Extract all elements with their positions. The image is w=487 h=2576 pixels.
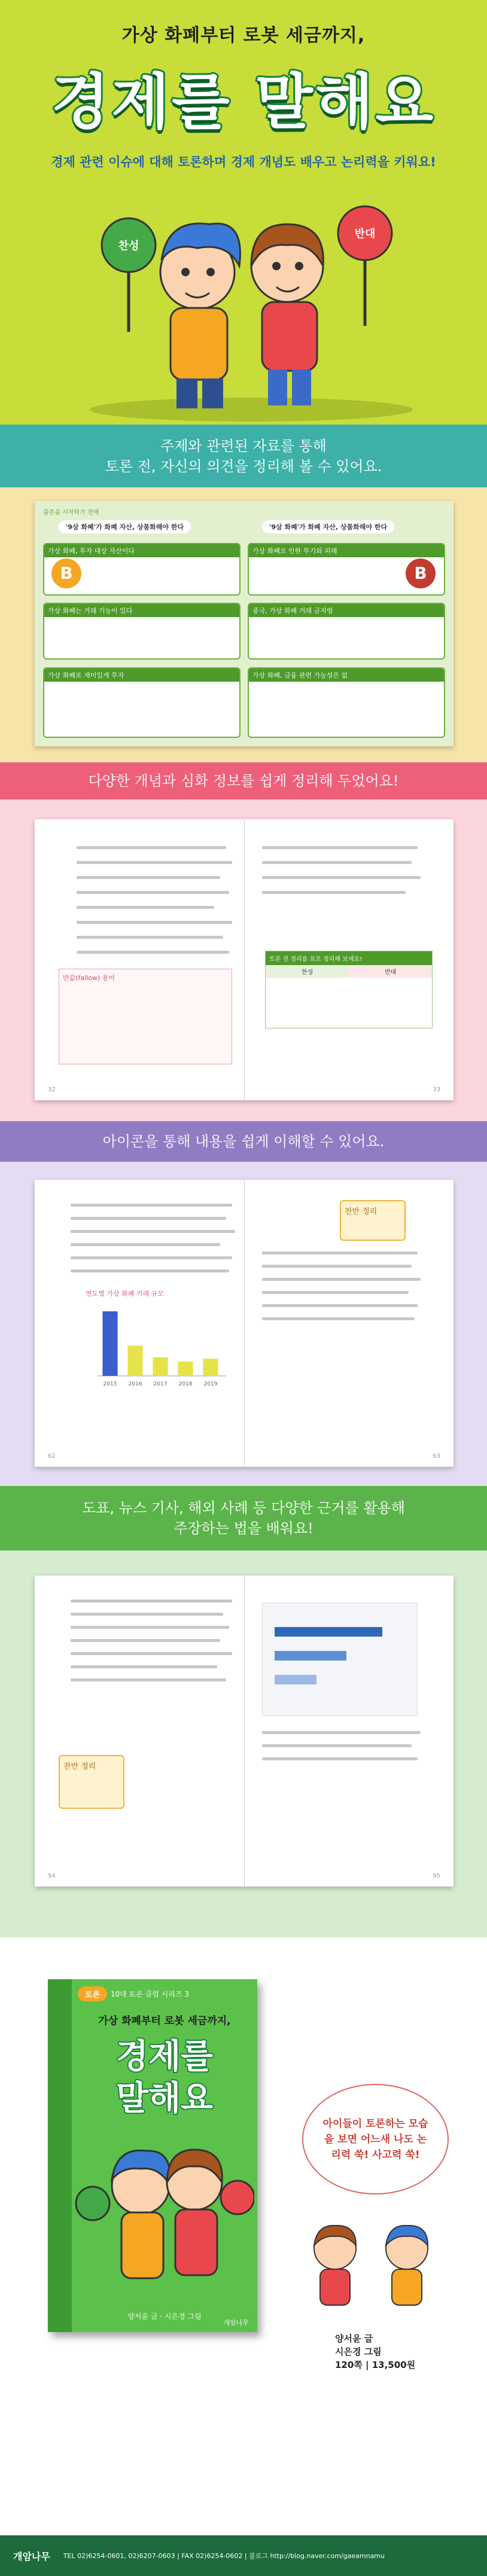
band-icons: 아이콘을 통해 내용을 쉽게 이해할 수 있어요. (0, 1121, 487, 1162)
spread-concepts (35, 819, 453, 1100)
cover-badge: 토론 (78, 1986, 107, 2001)
speech-bubble (302, 2084, 449, 2195)
sign-agree-label: 찬성 (118, 240, 139, 252)
bitcoin-icon-red: B (406, 558, 436, 588)
hero-subtitle: 가상 화폐부터 로봇 세금까지, (121, 25, 366, 46)
footer-contact[interactable]: TEL 02)6254-0601, 02)6207-0603 | FAX 02)6254-0602 | 블로그 http://blog.naver.com/gaeamnamu (63, 2552, 385, 2560)
band-concepts: 다양한 개념과 심화 정보를 쉽게 정리해 두었어요! (0, 762, 487, 799)
book-cover (48, 1979, 257, 2332)
card-1 (43, 543, 241, 596)
feature-icons (0, 1121, 487, 1486)
cover-title-line2: 말해요 (115, 2079, 214, 2118)
callout-summary (59, 1755, 124, 1809)
cover-title-line1: 경제를 (115, 2037, 214, 2076)
question-left: '9삼 화폐'가 화폐 자산, 상품화해야 한다 (59, 520, 191, 533)
spread-materials (35, 501, 453, 746)
info-box (59, 969, 232, 1064)
spread-evidence (35, 1576, 453, 1887)
illustrator: 시은경 그림 (335, 2346, 382, 2357)
table-header-agree: 찬성 (266, 965, 349, 978)
x-tick-label: 2017 (153, 1381, 168, 1387)
card-2 (43, 603, 241, 660)
footer (0, 2535, 487, 2576)
cover-series: 10대 토론 클럽 시리즈 3 (111, 1990, 189, 1998)
table-header-oppose: 반대 (349, 965, 432, 978)
feature-evidence (0, 1486, 487, 1937)
hero-title: 경제를 말해요 (51, 67, 436, 137)
x-tick-label: 2019 (203, 1381, 218, 1387)
book-cover-section (0, 1937, 487, 2535)
hero-kids-illustration (0, 182, 487, 422)
hero-section (0, 0, 487, 425)
book-info (335, 2332, 415, 2371)
page-number-left: 62 (48, 1453, 56, 1460)
cover-publisher: 개암나무 (223, 2319, 249, 2327)
x-tick-label: 2016 (128, 1381, 142, 1387)
band-line-2: 토론 전, 자신의 의견을 정리해 볼 수 있어요. (105, 457, 382, 475)
card-5 (248, 603, 445, 660)
feature-debate-materials (0, 425, 487, 762)
summary-table-title: 토론 전 정리를 표로 정리해 보세요! (266, 951, 432, 965)
callout-summary (340, 1200, 406, 1241)
callout-label: 찬반 정리 (345, 1207, 378, 1216)
band-line-1: 도표, 뉴스 기사, 해외 사례 등 다양한 근거를 활용해 (82, 1500, 405, 1516)
card-title-5: 중국, 가상 화폐 거래 금지령 (249, 604, 444, 617)
card-3 (43, 667, 241, 738)
bar-chart (86, 1299, 229, 1389)
feature-concepts (0, 762, 487, 1121)
question-right: '9삼 화폐'가 화폐 자산, 상품화해야 한다 (262, 520, 394, 533)
footer-brand: 개암나무 (13, 2550, 50, 2562)
bar (102, 1311, 117, 1376)
hero-tagline: 경제 관련 이슈에 대해 토론하며 경제 개념도 배우고 논리력을 키워요! (51, 155, 436, 169)
bar (153, 1357, 168, 1376)
tab-label: 출론을 시작하기 전에 (43, 509, 99, 516)
card-title-1: 가상 화폐, 투자 대상 자산이다 (44, 544, 239, 557)
band-line-2: 주장하는 법을 배워요! (174, 1520, 313, 1537)
band-line-1: 주제와 관련된 자료를 통해 (160, 437, 327, 454)
page-number-right: 63 (433, 1453, 440, 1460)
cover-subtitle: 가상 화폐부터 로봇 세금까지, (98, 2015, 231, 2027)
info-box-title: 반값(fallow) 용어 (63, 974, 115, 982)
page-number-left: 32 (48, 1086, 56, 1093)
card-title-4: 가상 화폐로 인한 투기와 피해 (249, 544, 444, 557)
card-4 (248, 543, 445, 596)
author: 양서윤 글 (335, 2333, 373, 2344)
page-number-right: 95 (433, 1873, 440, 1879)
bar (127, 1346, 142, 1376)
band-evidence (0, 1486, 487, 1551)
bitcoin-icon: B (51, 558, 81, 588)
card-title-2: 가상 화폐는 거래 기능이 있다 (44, 604, 239, 617)
spread-icons (35, 1180, 453, 1467)
bar (178, 1362, 193, 1376)
chart-title: 연도별 가상 화폐 거래 규모 (86, 1290, 164, 1298)
cover-credit: 양서윤 글 · 시은경 그림 (127, 2312, 202, 2321)
card-title-3: 가상 화폐로 재미있게 투자 (44, 669, 239, 682)
price: 120쪽 | 13,500원 (335, 2360, 416, 2370)
page-number-left: 94 (48, 1873, 56, 1879)
x-tick-label: 2018 (178, 1381, 193, 1387)
bar (203, 1359, 218, 1376)
summary-table (265, 951, 433, 1028)
speech-text: 아이들이 토론하는 모습을 보면 어느새 나도 논리력 쑥! 사고력 쑥! (322, 2117, 428, 2161)
cover-illustration (75, 2114, 254, 2305)
mini-kids-illustration (299, 2212, 449, 2314)
band-materials (0, 425, 487, 487)
news-chart-box (262, 1603, 418, 1716)
card-title-6: 가상 화폐, 금융 관련 가능성은 없 (249, 669, 444, 682)
x-tick-label: 2015 (103, 1381, 117, 1387)
card-6 (248, 667, 445, 738)
sign-oppose-label: 반대 (354, 228, 376, 240)
page-number-right: 33 (433, 1086, 440, 1093)
callout-label: 찬반 정리 (63, 1762, 96, 1771)
